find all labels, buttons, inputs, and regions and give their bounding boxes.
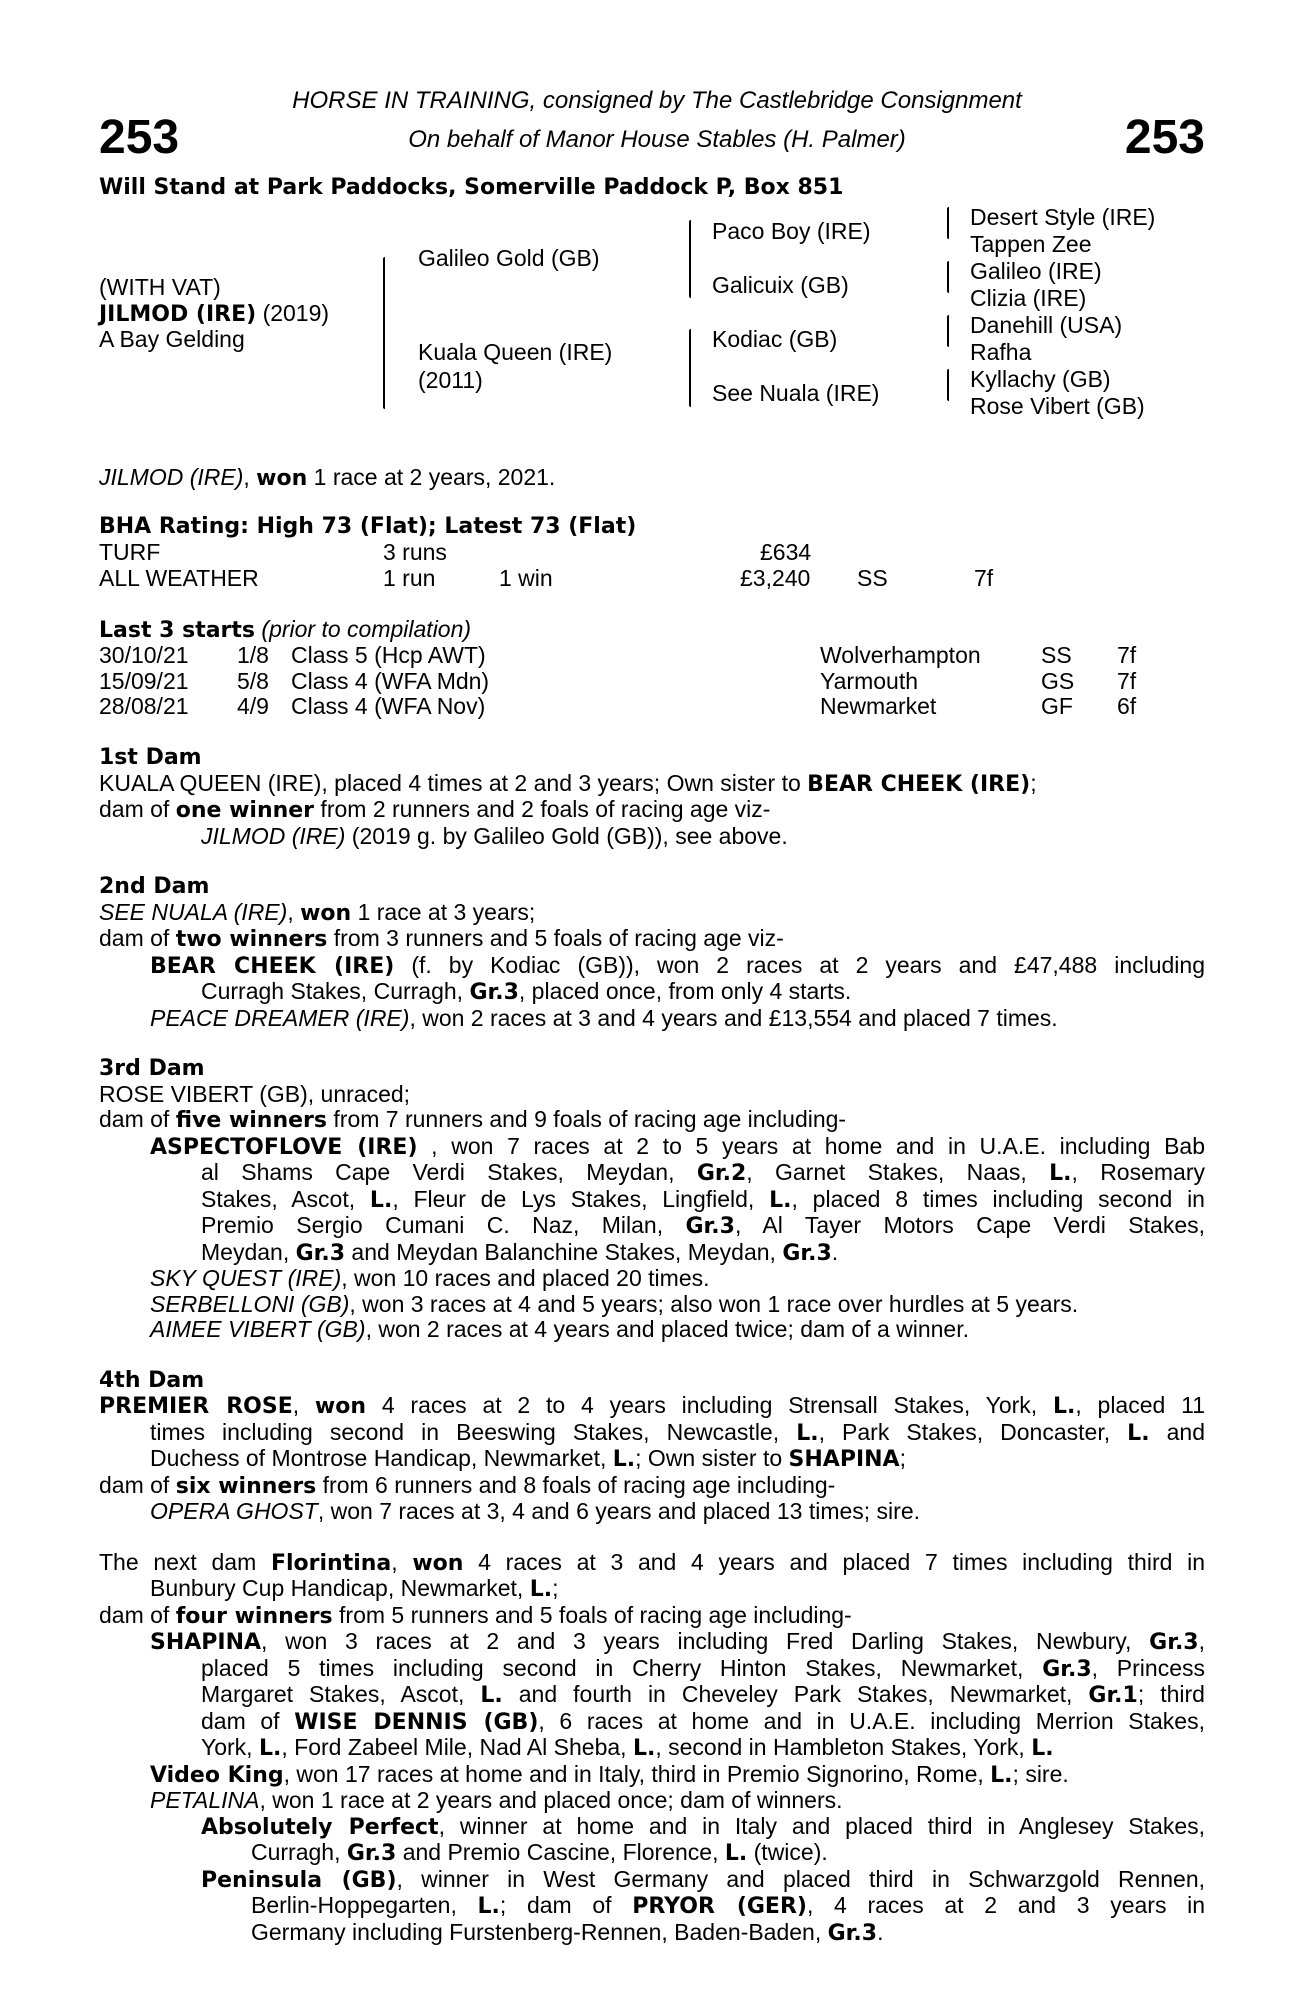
pedigree-brace-3d bbox=[947, 369, 949, 401]
fourth-dam-line: OPERA GHOST, won 7 races at 3, 4 and 6 years and placed 13 times; sire. bbox=[150, 1498, 921, 1524]
fourth-dam-line: dam of six winners from 6 runners and 8 foals of racing age including- bbox=[99, 1471, 836, 1499]
on-behalf-line: On behalf of Manor House Stables (H. Palmer) bbox=[408, 126, 906, 153]
pedigree-gen3-6: Rafha bbox=[970, 339, 1032, 365]
pedigree-dam-dam: See Nuala (IRE) bbox=[712, 380, 880, 406]
pedigree-gen3-3: Galileo (IRE) bbox=[970, 258, 1102, 284]
first-dam-line: KUALA QUEEN (IRE), placed 4 times at 2 and 3 years; Own sister to BEAR CHEEK (IRE); bbox=[99, 769, 1037, 797]
rating-distance: 7f bbox=[974, 565, 994, 591]
next-dam-line: Peninsula (GB), winner in West Germany and placed third in Schwarzgold Rennen, bbox=[201, 1865, 1205, 1893]
rating-going: SS bbox=[857, 565, 888, 591]
consignor-line: HORSE IN TRAINING, consigned by The Castlebridge Consignment bbox=[292, 87, 1022, 114]
rating-wins: 1 win bbox=[499, 565, 553, 591]
horse-description: A Bay Gelding bbox=[99, 326, 245, 352]
third-dam-line: Premio Sergio Cumani C. Naz, Milan, Gr.3, Al Tayer Motors Cape Verdi Stakes, bbox=[201, 1212, 1205, 1239]
next-dam-line: Berlin-Hoppegarten, L.; dam of PRYOR (GER), 4 races at 2 and 3 years in bbox=[251, 1892, 1206, 1919]
next-dam-line: York, L., Ford Zabeel Mile, Nad Al Sheba, L., second in Hambleton Stakes, York, L. bbox=[201, 1734, 1054, 1761]
pedigree-sire: Galileo Gold (GB) bbox=[418, 245, 600, 271]
horse-title bbox=[99, 301, 329, 327]
summary-rest: 1 race at 2 years, 2021. bbox=[307, 464, 556, 490]
start-position: 5/8 bbox=[237, 668, 269, 694]
bha-rating: BHA Rating: High 73 (Flat); Latest 73 (Flat) bbox=[99, 514, 637, 539]
stand-location: Will Stand at Park Paddocks, Somerville Paddock P, Box 851 bbox=[99, 175, 844, 200]
second-dam-line: Curragh Stakes, Curragh, Gr.3, placed once, from only 4 starts. bbox=[201, 978, 852, 1005]
start-course: Newmarket bbox=[820, 693, 937, 719]
pedigree-dam: Kuala Queen (IRE) bbox=[418, 339, 613, 365]
start-race: Class 4 (WFA Nov) bbox=[291, 693, 486, 719]
pedigree-brace-3c bbox=[947, 315, 949, 347]
pedigree-gen3-7: Kyllachy (GB) bbox=[970, 366, 1111, 392]
start-date: 30/10/21 bbox=[99, 642, 189, 668]
next-dam-line: Bunbury Cup Handicap, Newmarket, L.; bbox=[150, 1575, 559, 1602]
pedigree-gen3-2: Tappen Zee bbox=[970, 231, 1092, 257]
race-summary: JILMOD (IRE), won 1 race at 2 years, 2021. bbox=[99, 464, 556, 491]
next-dam-line: Germany including Furstenberg-Rennen, Baden-Baden, Gr.3. bbox=[251, 1918, 884, 1946]
start-going: GS bbox=[1041, 668, 1075, 694]
fourth-dam-title: 4th Dam bbox=[99, 1367, 205, 1393]
next-dam-line: placed 5 times including second in Cherry Hinton Stakes, Newmarket, Gr.3, Princess bbox=[201, 1654, 1205, 1682]
pedigree-brace-2a bbox=[689, 220, 691, 298]
start-distance: 6f bbox=[1117, 693, 1137, 719]
pedigree-gen3-1: Desert Style (IRE) bbox=[970, 204, 1156, 230]
fourth-dam-line: PREMIER ROSE, won 4 races at 2 to 4 years including Strensall Stakes, York, L., placed 11 bbox=[99, 1392, 1205, 1419]
rating-money: £634 bbox=[760, 539, 812, 565]
start-distance: 7f bbox=[1117, 642, 1137, 668]
next-dam-line: dam of four winners from 5 runners and 5 foals of racing age including- bbox=[99, 1601, 852, 1629]
dam-sections bbox=[99, 745, 1205, 1946]
third-dam-line: dam of five winners from 7 runners and 9 foals of racing age including- bbox=[99, 1106, 847, 1133]
horse-year: (2019) bbox=[262, 300, 330, 326]
pedigree-brace-1 bbox=[383, 257, 385, 409]
second-dam-line: PEACE DREAMER (IRE), won 2 races at 3 and 4 years and £13,554 and placed 7 times. bbox=[150, 1004, 1058, 1031]
next-dam-line: Margaret Stakes, Ascot, L. and fourth in Cheveley Park Stakes, Newmarket, Gr.1; third bbox=[201, 1681, 1205, 1708]
second-dam-title: 2nd Dam bbox=[99, 874, 210, 899]
rating-runs: 3 runs bbox=[383, 539, 447, 565]
start-race: Class 4 (WFA Mdn) bbox=[291, 668, 490, 694]
pedigree-brace-3b bbox=[947, 261, 949, 293]
pedigree-brace-2b bbox=[689, 329, 691, 407]
next-dam-line: Curragh, Gr.3 and Premio Cascine, Florence, L. (twice). bbox=[251, 1839, 828, 1866]
third-dam-title: 3rd Dam bbox=[99, 1056, 205, 1081]
start-position: 1/8 bbox=[237, 642, 269, 668]
next-dam-line: dam of WISE DENNIS (GB), 6 races at home and in U.A.E. including Merrion Stakes, bbox=[201, 1707, 1205, 1735]
pedigree-dam-year: (2011) bbox=[418, 367, 483, 393]
third-dam-line: ASPECTOFLOVE (IRE) , won 7 races at 2 to 5 years at home and in U.A.E. including Bab bbox=[150, 1132, 1206, 1160]
third-dam-line: SERBELLONI (GB), won 3 races at 4 and 5 years; also won 1 race over hurdles at 5 years. bbox=[150, 1290, 1079, 1317]
next-dam-line: The next dam Florintina, won 4 races at 3 and 4 years and placed 7 times including third in bbox=[99, 1548, 1205, 1576]
summary-won: won bbox=[256, 466, 308, 491]
pedigree-gen3-4: Clizia (IRE) bbox=[970, 285, 1087, 311]
lot-number-right: 253 bbox=[1124, 111, 1205, 164]
next-dam-line: Absolutely Perfect, winner at home and in Italy and placed third in Anglesey Stakes, bbox=[201, 1812, 1206, 1840]
third-dam-line: ROSE VIBERT (GB), unraced; bbox=[99, 1080, 411, 1107]
third-dam-line: al Shams Cape Verdi Stakes, Meydan, Gr.2, Garnet Stakes, Naas, L., Rosemary bbox=[201, 1159, 1205, 1186]
start-going: GF bbox=[1041, 693, 1073, 719]
pedigree-gen3-8: Rose Vibert (GB) bbox=[970, 393, 1145, 419]
first-dam-line: dam of one winner from 2 runners and 2 foals of racing age viz- bbox=[99, 796, 771, 823]
summary-horse-name: JILMOD (IRE) bbox=[99, 464, 244, 490]
start-course: Yarmouth bbox=[820, 668, 919, 694]
last-starts-title bbox=[99, 617, 471, 643]
start-course: Wolverhampton bbox=[820, 642, 981, 668]
horse-name: JILMOD (IRE) bbox=[99, 302, 257, 327]
next-dam-line: SHAPINA, won 3 races at 2 and 3 years including Fred Darling Stakes, Newbury, Gr.3, bbox=[150, 1628, 1205, 1655]
last-starts-label: Last 3 starts bbox=[99, 618, 256, 643]
pedigree-dam-sire: Kodiac (GB) bbox=[712, 326, 838, 352]
first-dam-title: 1st Dam bbox=[99, 745, 202, 770]
start-going: SS bbox=[1041, 642, 1072, 668]
third-dam-line: SKY QUEST (IRE), won 10 races and placed 20 times. bbox=[150, 1265, 710, 1291]
pedigree-sire-dam: Galicuix (GB) bbox=[712, 272, 849, 298]
fourth-dam-line: times including second in Beeswing Stakes, Newcastle, L., Park Stakes, Doncaster, L. and bbox=[150, 1418, 1206, 1446]
pedigree-sire-sire: Paco Boy (IRE) bbox=[712, 218, 871, 244]
start-position: 4/9 bbox=[237, 693, 269, 719]
pedigree-gen3-5: Danehill (USA) bbox=[970, 312, 1123, 338]
third-dam-line: Meydan, Gr.3 and Meydan Balanchine Stakes, Meydan, Gr.3. bbox=[201, 1238, 839, 1266]
vat-note: (WITH VAT) bbox=[99, 274, 221, 300]
rating-money: £3,240 bbox=[740, 565, 811, 591]
rating-surface: TURF bbox=[99, 539, 161, 565]
next-dam-line: PETALINA, won 1 race at 2 years and placed once; dam of winners. bbox=[150, 1787, 843, 1813]
lot-number-left: 253 bbox=[99, 111, 180, 164]
start-distance: 7f bbox=[1117, 668, 1137, 694]
start-date: 15/09/21 bbox=[99, 668, 189, 694]
third-dam-line: Stakes, Ascot, L., Fleur de Lys Stakes, Lingfield, L., placed 8 times including second in bbox=[201, 1185, 1205, 1213]
last-starts-note: (prior to compilation) bbox=[255, 616, 472, 642]
first-dam-line: JILMOD (IRE) (2019 g. by Galileo Gold (GB)), see above. bbox=[201, 822, 788, 849]
start-race: Class 5 (Hcp AWT) bbox=[291, 642, 486, 668]
second-dam-line: dam of two winners from 3 runners and 5 foals of racing age viz- bbox=[99, 925, 784, 952]
fourth-dam-line: Duchess of Montrose Handicap, Newmarket, L.; Own sister to SHAPINA; bbox=[150, 1445, 906, 1472]
rating-runs: 1 run bbox=[383, 565, 436, 591]
start-date: 28/08/21 bbox=[99, 693, 189, 719]
second-dam-line: BEAR CHEEK (IRE) (f. by Kodiac (GB)), won 2 races at 2 years and £47,488 including bbox=[150, 951, 1205, 979]
third-dam-line: AIMEE VIBERT (GB), won 2 races at 4 years and placed twice; dam of a winner. bbox=[150, 1316, 969, 1342]
next-dam-line: Video King, won 17 races at home and in Italy, third in Premio Signorino, Rome, L.; sire. bbox=[150, 1760, 1069, 1788]
second-dam-line: SEE NUALA (IRE), won 1 race at 3 years; bbox=[99, 898, 536, 926]
rating-surface: ALL WEATHER bbox=[99, 565, 259, 591]
pedigree-brace-3a bbox=[947, 207, 949, 239]
